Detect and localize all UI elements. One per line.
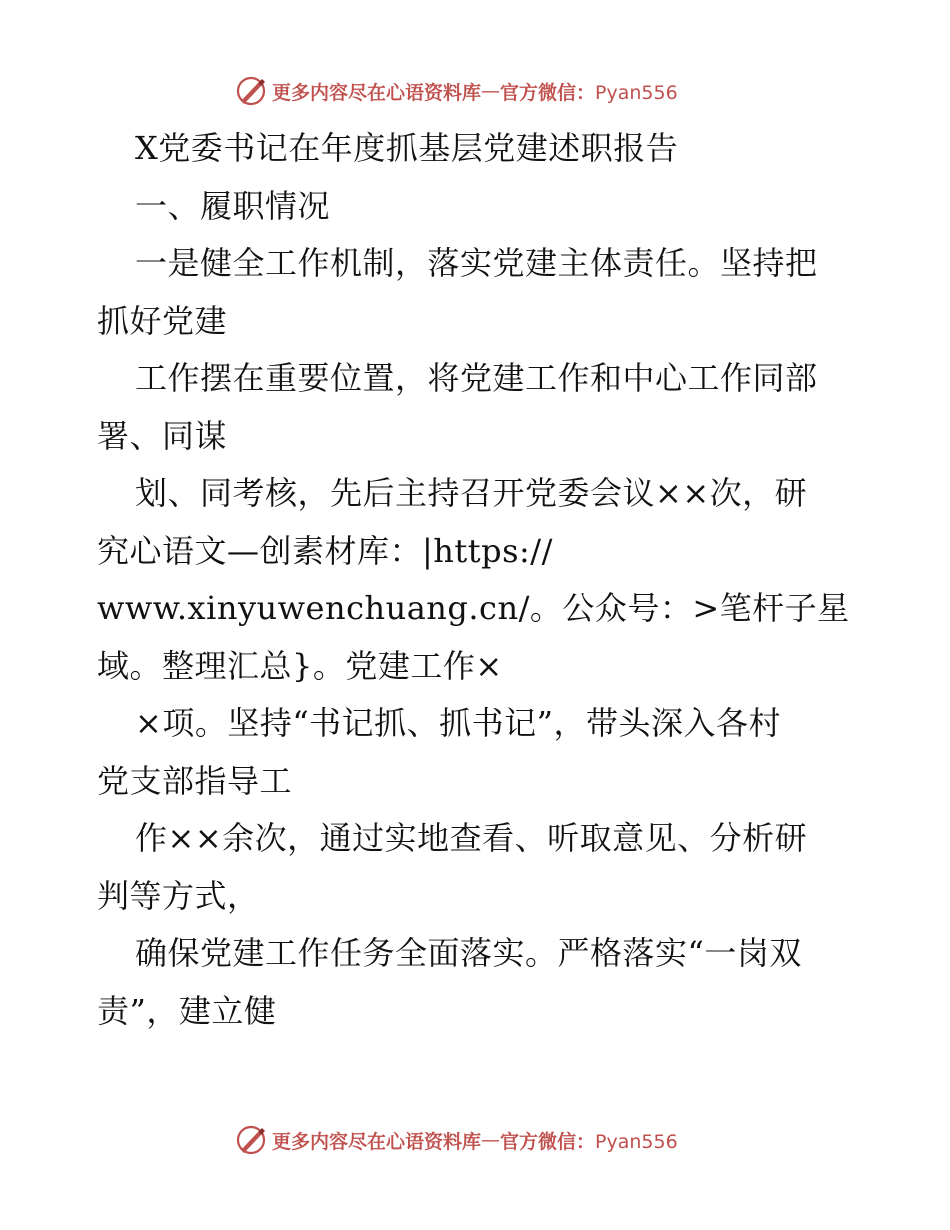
paragraph-line: 责”，建立健	[97, 991, 277, 1030]
document-body	[97, 120, 857, 1040]
paragraph-line: 究心语文—创素材库：|https://	[97, 531, 553, 570]
watermark-text: 更多内容尽在心语资料库	[272, 81, 482, 104]
paragraph-line: 工作摆在重要位置，将党建工作和中心工作同部	[135, 359, 818, 397]
header-watermark	[234, 72, 678, 110]
watermark-contact	[500, 1127, 678, 1154]
paragraph-line: 党支部指导工	[97, 761, 293, 800]
paragraph-line: 署、同谋	[97, 416, 228, 455]
watermark-wechat-handle: Pyan556	[595, 1130, 678, 1153]
pen-logo-icon	[234, 1123, 268, 1157]
paragraph-line: 域。整理汇总}。党建工作×	[97, 646, 503, 685]
paragraph-line: www.xinyuwenchuang.cn/。公众号：>笔杆子星	[97, 589, 850, 627]
footer-watermark	[234, 1121, 678, 1159]
paragraph-line: 判等方式，	[97, 876, 260, 915]
section-heading: 一、履职情况	[135, 186, 331, 225]
watermark-wechat-label: 官方微信：	[500, 1130, 596, 1153]
pen-logo-icon	[234, 74, 268, 108]
watermark-text: 更多内容尽在心语资料库	[272, 1130, 482, 1153]
watermark-contact	[500, 78, 678, 105]
paragraph-line: 划、同考核，先后主持召开党委会议××次，研	[135, 474, 808, 512]
paragraph-line: 作××余次，通过实地查看、听取意见、分析研	[135, 819, 808, 857]
paragraph-line: ×项。坚持“书记抓、抓书记”，带头深入各村	[135, 704, 782, 742]
watermark-dash: —	[481, 1129, 501, 1151]
document-title: X党委书记在年度抓基层党建述职报告	[135, 129, 679, 167]
watermark-wechat-label: 官方微信：	[500, 81, 596, 104]
paragraph-line: 抓好党建	[97, 301, 228, 340]
paragraph-line: 一是健全工作机制，落实党建主体责任。坚持把	[135, 244, 818, 282]
watermark-dash: —	[481, 80, 501, 102]
watermark-wechat-handle: Pyan556	[595, 81, 678, 104]
paragraph-line: 确保党建工作任务全面落实。严格落实“一岗双	[135, 934, 802, 972]
